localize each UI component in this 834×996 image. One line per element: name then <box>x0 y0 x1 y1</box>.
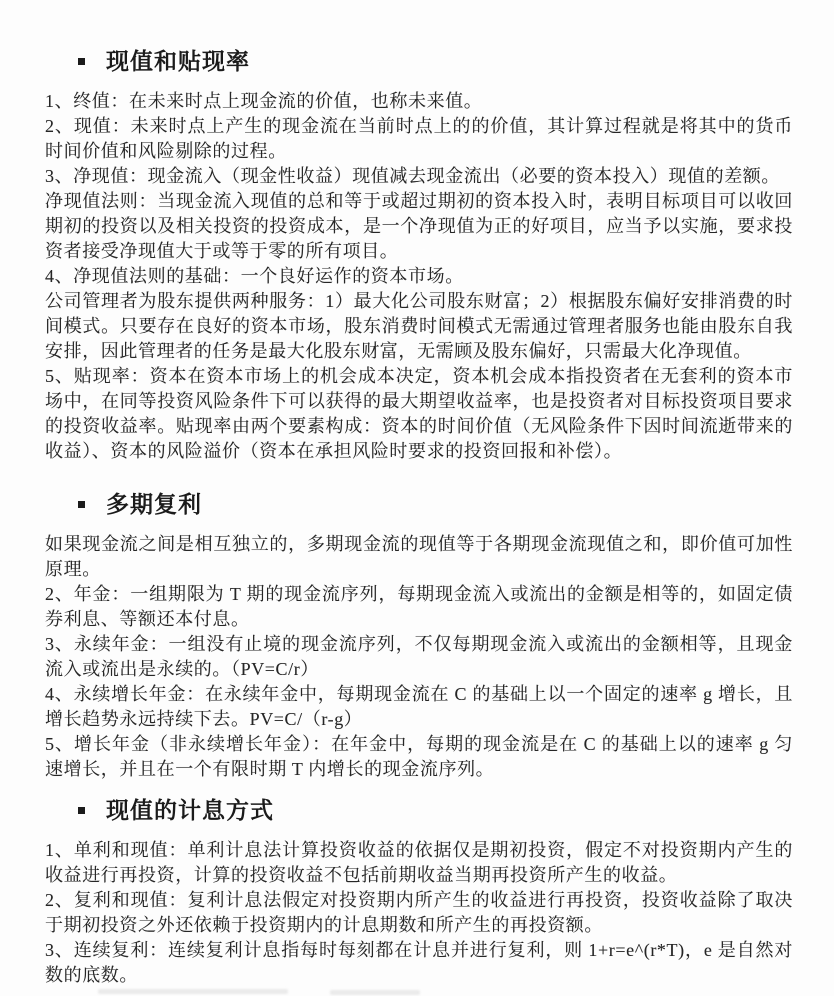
paragraph: 1、终值：在未来时点上现金流的价值，也称未来值。 <box>45 91 483 111</box>
paragraph: 净现值法则：当现金流入现值的总和等于或超过期初的资本投入时，表明目标项目可以收回期初的投资以及相关投资的投资成本，是一个净现值为正的好项目，应当予以实施，要求投资者接受净现值大于或等于零的所有项目。 <box>45 191 793 261</box>
paragraph: 公司管理者为股东提供两种服务：1）最大化公司股东财富；2）根据股东偏好安排消费的时间模式。只要存在良好的资本市场，股东消费时间模式无需通过管理者服务也能由股东自我安排，因此管理者的任务是最大化股东财富，无需顾及股东偏好，只需最大化净现值。 <box>45 291 793 361</box>
paragraph: 2、复利和现值：复利计息法假定对投资期内所产生的收益进行再投资，投资收益除了取决于期初投资之外还依赖于投资期内的计息期数和所产生的再投资额。 <box>45 890 793 935</box>
paragraph: 4、永续增长年金：在永续年金中，每期现金流在 C 的基础上以一个固定的速率 g 增长，且增长趋势永远持续下去。PV=C/（r-g） <box>45 684 793 729</box>
page-bottom-scan-artifact <box>330 990 420 995</box>
section-heading-text: 现值和贴现率 <box>106 48 250 74</box>
paragraph: 3、连续复利：连续复利计息指每时每刻都在计息并进行复利，则 1+r=e^(r*T)，e 是自然对数的底数。 <box>45 940 793 985</box>
section-interest-calculation-methods <box>45 795 793 988</box>
paragraph: 3、净现值：现金流入（现金性收益）现值减去现金流出（必要的资本投入）现值的差额。 <box>45 166 780 186</box>
paragraph: 5、增长年金（非永续增长年金）：在年金中，每期的现金流是在 C 的基础上以的速率 g 匀速增长，并且在一个有限时期 T 内增长的现金流序列。 <box>45 734 793 779</box>
paragraph: 4、净现值法则的基础：一个良好运作的资本市场。 <box>45 266 464 286</box>
section-heading <box>45 46 793 76</box>
section-heading-text: 多期复利 <box>106 491 202 517</box>
page-bottom-scan-artifact <box>98 989 288 994</box>
paragraph: 如果现金流之间是相互独立的，多期现金流的现值等于各期现金流现值之和，即价值可加性原理。 <box>45 534 793 579</box>
square-bullet-icon <box>78 807 85 814</box>
section-heading <box>45 795 793 825</box>
paragraph: 2、年金：一组期限为 T 期的现金流序列，每期现金流入或流出的金额是相等的，如固定债券利息、等额还本付息。 <box>45 584 793 629</box>
square-bullet-icon <box>78 58 85 65</box>
section-present-value-and-discount-rate <box>45 46 793 464</box>
paragraph: 5、贴现率：资本在资本市场上的机会成本决定，资本机会成本指投资者在无套利的资本市场中，在同等投资风险条件下可以获得的最大期望收益率，也是投资者对目标投资项目要求的投资收益率。贴现率由两个要素构成：资本的时间价值（无风险条件下因时间流逝带来的收益）、资本的风险溢价（资本在承担风险时要求的投资回报和补偿）。 <box>45 366 793 461</box>
square-bullet-icon <box>78 501 85 508</box>
paragraph: 2、现值：未来时点上产生的现金流在当前时点上的的价值，其计算过程就是将其中的货币时间价值和风险剔除的过程。 <box>45 116 793 161</box>
paragraph: 3、永续年金：一组没有止境的现金流序列，不仅每期现金流入或流出的金额相等，且现金流入或流出是永续的。（PV=C/r） <box>45 634 793 679</box>
paragraph: 1、单利和现值：单利计息法计算投资收益的依据仅是期初投资，假定不对投资期内产生的收益进行再投资，计算的投资收益不包括前期收益当期再投资所产生的收益。 <box>45 840 793 885</box>
section-multi-period-compounding <box>45 489 793 782</box>
section-heading <box>45 489 793 519</box>
section-heading-text: 现值的计息方式 <box>106 797 274 823</box>
